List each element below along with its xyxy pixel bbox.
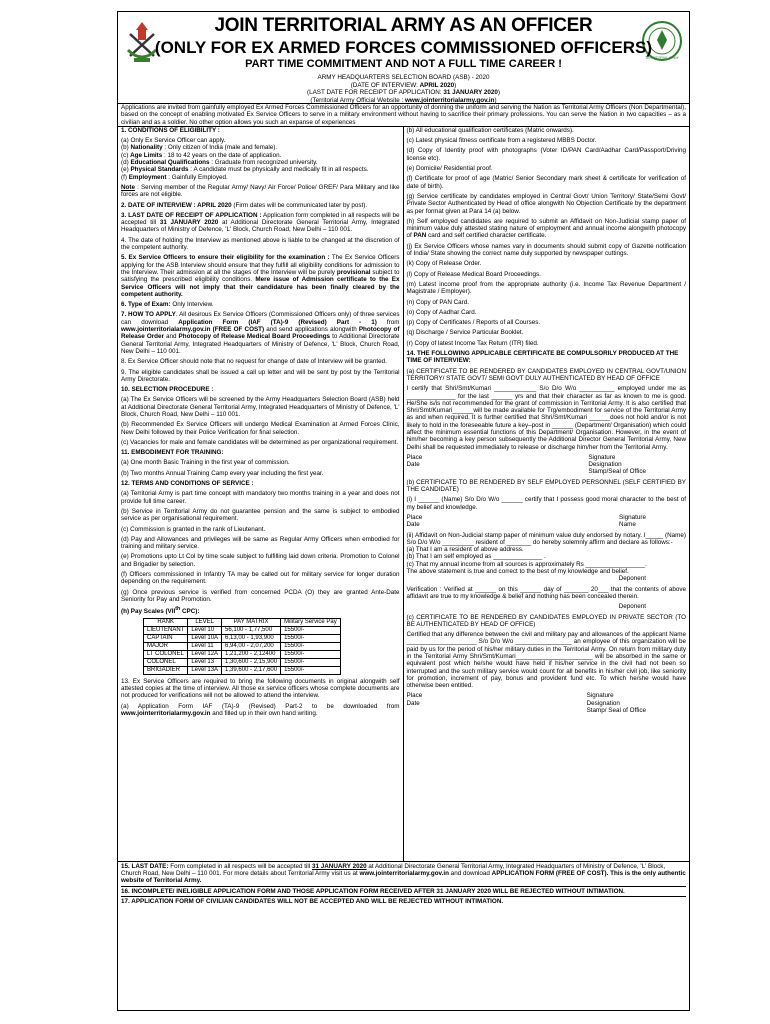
table-cell: 15500/- [281, 642, 341, 650]
table-cell: Level 13 [188, 658, 222, 666]
list-item: (m) Latest income proof from the appropriate authority (i.e. Income Tax Revenue Department / Magistrate / Employer). [406, 280, 686, 296]
page-subtitle: (ONLY FOR EX ARMED FORCES COMMISSIONED OFFICERS) [154, 38, 653, 57]
table-cell: 56,100 - 1,77,500 [222, 626, 281, 634]
pay-scale-table [143, 618, 341, 675]
section-heading: 1. CONDITIONS OF ELIGIBILITY : [121, 126, 220, 134]
list-item: (d) Copy of Identity proof with photographs (Voter ID/PAN Card/Aadhar Card/Passport/Driving license etc). [406, 147, 686, 162]
table-header: LEVEL [188, 618, 222, 626]
table-cell: 15500/- [281, 634, 341, 642]
list-item: (o) Copy of Aadhar Card. [406, 308, 477, 316]
table-cell: 15500/- [281, 626, 341, 634]
list-item: (a) Territorial Army is part time concept with mandatory two months training in a year and does not provide full time career. [121, 490, 400, 505]
interview-date-line: (DATE OF INTERVIEW: APRIL 2020) [350, 81, 457, 89]
list-item: (n) Copy of PAN Card. [406, 298, 470, 306]
table-cell: Level 11 [188, 642, 222, 650]
website-line: (Territorial Army Official Website : www.jointerritorialarmy.gov.in) [310, 96, 497, 104]
table-row [144, 634, 341, 642]
section-heading: 14. THE FOLLOWING APPLICABLE CERTIFICATE BE COMPULSORILY PRODUCED AT THE TIME OF INTERVIEW: [406, 350, 679, 365]
table-cell: 1,30,600 - 2,15,900 [222, 658, 281, 666]
list-item: (b) Recommended Ex Service Officers will undergo Medical Examination at Armed Forces Clinic, New Delhi followed by their Police Verification for final selection. [121, 421, 400, 436]
pay-scale-heading: (h) Pay Scales (VIIth CPC): [121, 606, 200, 616]
table-header: RANK [144, 618, 188, 626]
list-item: (d) Educational Qualifications : Graduate from recognized university. [121, 159, 318, 167]
list-item: (e) Domicile/ Residential proof. [406, 165, 493, 173]
list-item: (a) Application Form IAF (TA)-9 (Revised) Part-2 to be downloaded from www.jointerritorialarmy.gov.in and filled up in their own hand writing. [121, 702, 400, 717]
paragraph: 9. The eligible candidates shall be issued a call up letter and will be sent by post by the Territorial Army Directorate. [121, 368, 400, 383]
list-item: The above statement is true and correct to the best of my knowledge and belief. [406, 568, 629, 576]
table-cell: LIEUTENANT [144, 626, 188, 634]
table-cell: 6,13,00 - 1,93,900 [222, 634, 281, 642]
certificate-text: (ii) Affidavit on Non-Judicial stamp paper of minimum value duly endorsed by notary. I_____ (Name) S/o D/o W/o _________ resident of _______ do hereby solemnly affirm and declare as follows:- [406, 531, 686, 546]
table-cell: Level 12A [188, 650, 222, 658]
website-link[interactable]: www.jointerritorialarmy.gov.in (FREE OF COST) [121, 326, 265, 334]
table-row [144, 650, 341, 658]
seal-lettering: TERRITORIAL ARMY [645, 56, 679, 60]
list-item: (b) Service in Territorial Army do not guarantee pension and the same is subject to embodied service as per organisational requirement. [121, 507, 400, 523]
table-row [144, 626, 341, 634]
table-cell: LT COLONEL [144, 650, 188, 658]
asb-info [118, 74, 689, 104]
paragraph: 5. Ex Service Officers to ensure their eligibility for the examination : The Ex Service Officers applying for the ASB Interview should ensure that they fulfill all eligibility conditions for admission to the Interview. Their admission at all the stages of the Interview will be purely provisional subject to satisfying the prescribed eligibility conditions. Mere issue of Admission certificate to the Ex Service Officers will not imply that their candidature has been finally cleared by the competent authority. [121, 254, 400, 298]
list-item: (a) Only Ex Service Officer can apply. [121, 137, 226, 145]
website-link[interactable]: www.jointerritorialarmy.gov.in [121, 709, 211, 717]
section-heading: 10. SELECTION PROCEDURE : [121, 386, 214, 394]
list-item: (r) Copy of latest Income Tax Return (ITR) filed. [406, 339, 539, 347]
section-heading: 11. EMBODIMENT FOR TRAINING: [121, 449, 224, 457]
table-cell: 6,94,00 - 2,07,200 [222, 642, 281, 650]
signature-block: Place Date Signature Designation Stamp/ Seal of Office [406, 692, 646, 715]
list-item: (c) Vacancies for male and female candidates will be determined as per organizational requirement. [121, 438, 399, 446]
table-cell: BRIGADIER [144, 666, 188, 674]
two-column-body [118, 127, 689, 862]
deponent-label: Deponent [618, 603, 646, 611]
table-cell: MAJOR [144, 642, 188, 650]
table-row [144, 666, 341, 674]
table-row [144, 642, 341, 650]
paragraph: 13. Ex Service Officers are required to bring the following documents in original alongwith self attested copies at the time of interview. All those ex service officers whose complete documents are not produced for verifications will not be allowed to attend the interview. [121, 677, 400, 700]
footer-item: 15. LAST DATE: Form completed in all respects will be accepted till 31 JANUARY 2020 at Additional Directorate General Territorial Army, Integrated Headquarters of Ministry of Defence, 'L' Block, Church Road, New Delhi – 110 001. For more details about Territorial Army visit us at www.jointerritorialarmy.gov.in and download APPLICATION FORM (FREE OF COST). This is the only authentic website of Territorial Army. [121, 862, 686, 887]
list-item: (g) Once previous service is verified from concerned PCDA (O) they are granted Ante-Date Seniority for Pay and Promotion. [121, 588, 400, 603]
list-item: (q) Discharge / Service Particular Booklet. [406, 329, 524, 337]
list-item: (j) Ex Service Officers whose names vary in documents should submit copy of Gazette notification of India/ State showing the correct name duly supported by newspaper cuttings. [406, 242, 686, 258]
list-item: (a) The Ex Service Officers will be screened by the Army Headquarters Selection Board (ASB) held at Additional Directorate General Territorial Army, Integrated Headquarters of Ministry of Defence, 'L' Block, Church Road, New Delhi – 110 001. [121, 396, 400, 418]
list-item: (b) Two months Annual Training Camp every year including the first year. [121, 469, 324, 477]
list-item: (f) Certificate for proof of age (Matric/ Senior Secondary mark sheet & certificate for verification of date of birth). [406, 175, 686, 190]
header [118, 12, 689, 104]
list-item: (b) All educational qualification certificates (Matric onwards). [406, 126, 574, 134]
paragraph: 2. DATE OF INTERVIEW : APRIL 2020 (Firm dates will be communicated later by post). [121, 201, 368, 209]
certificate-heading: (c) CERTIFICATE TO BE RENDERED BY CANDIDATES EMPLOYED IN PRIVATE SECTOR (TO BE AUTHENTICATED BY HEAD OF OFFICE) [406, 613, 686, 628]
list-item: (g) Service certificate by candidates employed in Central Govt/ Union Territory/ State/Semi Govt/ Private Sector Authenticated by Head of office alongwith No Objection Certificate by the department as per format given at Para 14 (a) below. [406, 192, 686, 215]
note: Note : Serving member of the Regular Army/ Navy/ Air Force/ Police/ GREF/ Para Military and like forces are not eligible. [121, 183, 400, 199]
list-item: (l) Copy of Release Medical Board Proceedings. [406, 270, 541, 278]
table-cell: COLONEL [144, 658, 188, 666]
table-cell: 1,21,200 - 2,12400 [222, 650, 281, 658]
table-cell: 1,39,600 - 2,17,600 [222, 666, 281, 674]
table-cell: Level 10 [188, 626, 222, 634]
list-item: (b) Nationality : Only citizen of India (male and female). [121, 144, 278, 152]
list-item: (c) That my annual income from all sources is approximately Rs _________________. [406, 560, 647, 568]
list-item: (k) Copy of Release Order. [406, 260, 482, 268]
left-column [118, 127, 404, 861]
certificate-heading: (a) CERTIFICATE TO BE RENDERED BY CANDIDATES EMPLOYED IN CENTRAL GOVT/UNION TERRITORY/ STATE GOVT/ SEMI GOVT DULY AUTHENTICATED BY HEAD OF OFFICE [406, 367, 686, 382]
paragraph: 6. Type of Exam: Only Interview. [121, 301, 214, 309]
section-heading: 12. TERMS AND CONDITIONS OF SERVICE : [121, 480, 254, 488]
list-item: (c) Latest physical fitness certificate from a registered MBBS Doctor. [406, 137, 597, 145]
table-header: Military Service Pay [281, 618, 341, 626]
tagline: PART TIME COMMITMENT AND NOT A FULL TIME CAREER ! [245, 58, 562, 70]
right-column [404, 127, 690, 861]
table-cell: 15500/- [281, 666, 341, 674]
list-item: (f) Employment : Gainfully Employed. [121, 173, 228, 181]
table-row [144, 658, 341, 666]
table-cell: Level 10A [188, 634, 222, 642]
footer-item: 16. INCOMPLETE/ INELIGIBLE APPLICATION FORM AND THOSE APPLICATION FORM RECEIVED AFTER 31 JANUARY 2020 WILL BE REJECTED WITHOUT INTIMATION. [121, 887, 686, 897]
table-cell: CAPTAIN [144, 634, 188, 642]
paragraph: 7. HOW TO APPLY. All desirous Ex Service Officers (Commissioned Officers only) of three services can download Application Form (IAF (TA)-9 (Revised) Part - 1) from www.jointerritorialarmy.gov.in (FREE OF COST) and send applications alongwith Photocopy of Release Order and Photocopy of Release Medical Board Proceedings to Additional Directorate General Territorial Army, Integrated Headquarters of Ministry of Defence, 'L' Block, Church Road, New Delhi – 110 001. [121, 311, 400, 355]
paragraph: 8. Ex Service Officer should note that no request for change of date of Interview will be granted. [121, 358, 387, 366]
deponent-label: Deponent [618, 575, 646, 583]
certificate-text: I certify that Shri/Smt/Kumari ____________ S/o D/o W/o __________ employed under me as ______________ for the last ______ yrs and that their character as far as known to me is good. He/She is/is not recommended for the grant of commission in Territorial Army. It is also certified that Shri/Smt/Kumari______will be made available for Trg/embodiment for service of the Territorial Army as and when required. It is further certified that Shri/Smt/Kumari ______does not hold and/or is not likely to hold in the foreseeable future a key–post in ______ (Department/ Organisation) which could affect the minimum essential functions of this Department/ Organisation. However, in the event of him/her becoming a key person subsequently the Additional Director General Territorial Army, New Delhi shall be requested immediately to release or discharge him/her from the Territorial Army. [406, 385, 686, 451]
website-link[interactable]: www.jointerritorialarmy.gov.in [405, 96, 495, 104]
certificate-text: (i) I ______ (Name) S/o D/o W/o ______ certify that I possess good moral character to the best of my belief and knowledge. [406, 496, 686, 511]
page-title: JOIN TERRITORIAL ARMY AS AN OFFICER [214, 15, 593, 36]
list-item: (c) Commission is granted in the rank of Lieutenant. [121, 525, 266, 533]
website-link[interactable]: www.jointerritorialarmy.gov.in [359, 870, 449, 878]
table-cell: Level 13A [188, 666, 222, 674]
list-item: (h) Self employed candidates are required to submit an Affidavit on Non-Judicial stamp paper of minimum value duly attested stating nature of employment and annual income alongwith photocopy of PAN card and self certified character certificate. [406, 217, 686, 240]
list-item: (d) Pay and Allowances and privileges will be same as Regular Army Officers when embodied for training and military service. [121, 535, 400, 551]
list-item: (e) Physical Standards : A candidate must be physically and medically fit in all respects. [121, 166, 369, 174]
list-item: (f) Officers commissioned in Infantry TA may be called out for military service for longer duration depending on the requirement. [121, 571, 400, 586]
table-header: PAY MATRIX [222, 618, 281, 626]
list-item: (e) Promotions upto Lt Col by time scale subject to fulfilling laid down criteria. Promotion to Colonel and Brigadier by selection. [121, 553, 400, 568]
signature-block: Place Date Signature Designation Stamp/Seal of Office [406, 453, 646, 476]
signature-block: Place Date Signature Name [406, 513, 646, 529]
certificate-heading: (b) CERTIFICATE TO BE RENDERED BY SELF EMPLOYED PERSONNEL (SELF CERTIFIED BY THE CANDIDATE) [406, 478, 686, 494]
list-item: (b) That I am self employed as ______________ . [406, 553, 546, 561]
paragraph: 3. LAST DATE OF RECEIPT OF APPLICATION : Application form completed in all respects will be accepted till 31 JANUARY 2020 at Additional Directorate General Territorial Army, Integrated Headquarters of Ministry of Defence, 'L' Block, Church Road, New Delhi – 110 001. [121, 211, 400, 234]
document-page [117, 11, 690, 1011]
table-cell: 15500/- [281, 658, 341, 666]
footer [118, 862, 689, 906]
last-date-line: (LAST DATE FOR RECEIPT OF APPLICATION: 31 JANUARY 2020) [306, 89, 501, 96]
intro-paragraph: Applications are invited from gainfully employed Ex Armed Forces Commissioned Officers for an opportunity of donning the uniform and serving the Nation as Territorial Army Officers (Non Departmental), based on the concept of enabling motivated Ex Service Officers to serve in a military environment without having to sacrifice their primary professions. You can serve the Nation in two capacities – as a civilian and as a soldier. No other option allows you such an expanse of experiences [118, 104, 689, 127]
table-cell: 15500/- [281, 650, 341, 658]
paragraph: 4. The date of holding the Interview as mentioned above is liable to be changed at the discretion of the competent authority. [121, 236, 400, 252]
list-item: (c) Age Limits : 18 to 42 years on the date of application. [121, 151, 282, 159]
list-item: (a) That I am a resident of above address. [406, 546, 524, 554]
list-item: (p) Copy of Certificates / Reports of all Courses. [406, 319, 541, 327]
asb-line: ARMY HEADQUARTERS SELECTION BOARD (ASB) - 2020 [317, 74, 490, 81]
certificate-text: Certified that any difference between the civil and military pay and allowances of the applicant Name ____________________ S/o D/o W/o ________________ an employee of this organization will be paid by us for the period of his/her military duties in the Territorial Army. On return from military duty in the Territorial Army Shri/Smt/Kumari______________________ will be absorbed in the same or equivalent post which he/she would have held if his/her service in the civil had not been so interrupted and the such military service would count for all benefits in his/her civil job, like seniority for promotion, increment of pay, bonus and provident fund etc. To which he/she would have otherwise been entitled. [406, 631, 686, 690]
footer-item: 17. APPLICATION FORM OF CIVILIAN CANDIDATES WILL NOT BE ACCEPTED AND WILL BE REJECTED WITHOUT INTIMATION. [121, 898, 504, 906]
verification-text: Verification : Verified at ______ on this ______ day of _______ 20___ that the contents of above affidavit are true to my knowledge & belief and nothing has been concealed therein. [406, 585, 686, 600]
list-item: (a) One month Basic Training in the first year of commission. [121, 459, 290, 467]
